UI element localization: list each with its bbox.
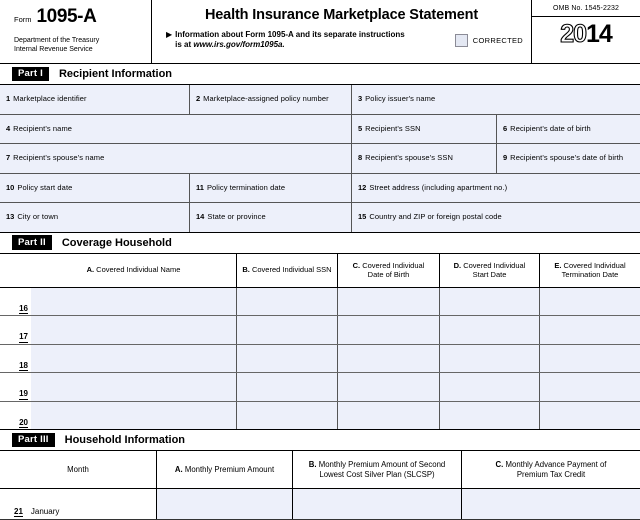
part3-input-cell[interactable]: [157, 489, 293, 519]
right-triangle-icon: ▶: [166, 30, 173, 39]
field-number: 6: [503, 123, 508, 133]
part2-input-cell[interactable]: [440, 402, 540, 430]
field-label: Policy issuer's name: [365, 94, 436, 103]
part2-input-cell[interactable]: [31, 402, 237, 430]
column-letter: C.: [495, 459, 504, 469]
month-name: January: [30, 506, 60, 516]
field-label: Policy start date: [17, 182, 73, 192]
department-line-2: Internal Revenue Service: [14, 45, 93, 53]
part2-input-cell[interactable]: [338, 373, 440, 401]
field-number: 10: [6, 182, 15, 192]
field-label: Policy termination date: [206, 182, 286, 192]
part3-column-header-a: A. Monthly Premium Amount: [157, 451, 293, 488]
part2-input-cell[interactable]: [237, 288, 338, 316]
part2-row-number-cell: [0, 288, 31, 316]
instructions-line-1: Information about Form 1095-A and its separate instructions: [175, 30, 405, 39]
corrected-checkbox[interactable]: [455, 34, 468, 47]
part2-input-cell[interactable]: [440, 316, 540, 344]
part2-input-cell[interactable]: [338, 288, 440, 316]
department-line-1: Department of the Treasury: [14, 37, 100, 44]
part3-tag: Part III: [12, 433, 55, 448]
field-label: Street address (including apartment no.): [369, 182, 508, 192]
field-number: 8: [358, 153, 363, 162]
tax-year-century: 20: [560, 20, 586, 48]
part2-input-cell[interactable]: [540, 288, 640, 316]
field-number: 13: [6, 212, 15, 221]
part3-column-header-b: B. Monthly Premium Amount of Second Lowest Cost Silver Plan (SLCSP): [293, 451, 462, 488]
instructions-line-2-prefix: is at: [175, 40, 194, 49]
form-identity-block: [0, 0, 152, 63]
part1-field-7[interactable]: [0, 144, 352, 173]
part2-column-header-e: E. Covered Individual Termination Date: [554, 260, 626, 279]
part2-input-cell[interactable]: [237, 373, 338, 401]
field-number: 11: [196, 182, 204, 192]
corrected-checkbox-group[interactable]: [455, 34, 523, 47]
row-number: 19: [19, 389, 28, 398]
field-label: Recipient's date of birth: [510, 123, 591, 133]
part2-column-header-d: D. Covered Individual Start Date: [440, 254, 540, 287]
row-number: 20: [19, 417, 28, 427]
part1-field-8[interactable]: [352, 144, 497, 173]
row-number: 16: [19, 303, 28, 313]
part2-tag: Part II: [12, 235, 52, 250]
part2-input-cell[interactable]: [440, 345, 540, 373]
part1-field-4[interactable]: [0, 115, 352, 144]
part2-input-cell[interactable]: [440, 288, 540, 316]
form-title-block: [152, 0, 532, 63]
field-label: City or town: [17, 212, 59, 221]
field-number: 12: [358, 182, 367, 192]
field-label: Recipient's name: [13, 123, 73, 133]
field-number: 2: [196, 94, 201, 103]
part1-row: [0, 115, 640, 145]
part1-field-3[interactable]: [352, 85, 640, 114]
field-label: Recipient's SSN: [365, 123, 421, 133]
part2-input-cell[interactable]: [338, 345, 440, 373]
column-letter: D.: [453, 260, 462, 270]
part2-input-cell[interactable]: [540, 345, 640, 373]
part1-field-9[interactable]: [497, 144, 640, 173]
part3-header-row: [0, 451, 640, 489]
part1-field-15[interactable]: [352, 203, 640, 232]
column-letter: A.: [174, 464, 183, 474]
part3-month-header: Month: [0, 451, 157, 488]
corrected-label: CORRECTED: [472, 35, 523, 45]
part2-input-cell[interactable]: [540, 373, 640, 401]
part2-row: [0, 402, 640, 430]
part2-input-cell[interactable]: [237, 402, 338, 430]
row-number: 17: [19, 332, 28, 341]
part2-header-row: [0, 254, 640, 288]
part1-row: [0, 174, 640, 204]
field-number: 9: [503, 153, 508, 162]
part1-field-2[interactable]: [190, 85, 352, 114]
part1-field-6[interactable]: [497, 115, 640, 144]
part2-row-number-cell: [0, 373, 31, 401]
part1-field-5[interactable]: [352, 115, 497, 144]
part2-input-cell[interactable]: [237, 345, 338, 373]
column-letter: B.: [308, 459, 317, 469]
part2-row-number-cell: [0, 316, 31, 344]
part1-field-12[interactable]: [352, 174, 640, 203]
part2-row: [0, 288, 640, 317]
part2-input-cell[interactable]: [540, 402, 640, 430]
part1-field-13[interactable]: [0, 203, 190, 232]
part2-banner: [0, 233, 640, 253]
tax-year-digits: 14: [586, 20, 612, 48]
part2-input-cell[interactable]: [440, 373, 540, 401]
field-number: 14: [196, 212, 205, 221]
part2-input-cell[interactable]: [31, 316, 237, 344]
part1-field-10[interactable]: [0, 174, 190, 203]
part2-input-cell[interactable]: [338, 402, 440, 430]
part1-row: [0, 85, 640, 115]
part1-field-1[interactable]: [0, 85, 190, 114]
part2-input-cell[interactable]: [31, 345, 237, 373]
part3-banner: [0, 430, 640, 450]
part2-coverage-household-table: [0, 253, 640, 431]
part2-row: [0, 345, 640, 374]
part1-banner: [0, 64, 640, 84]
part1-row: [0, 203, 640, 232]
column-letter: A.: [86, 265, 95, 275]
field-label: Recipient's spouse's name: [13, 153, 105, 162]
column-letter: E.: [554, 260, 562, 270]
part2-input-cell[interactable]: [540, 316, 640, 344]
part1-field-14[interactable]: [190, 203, 352, 232]
omb-year-block: [532, 0, 640, 63]
field-number: 15: [358, 212, 367, 221]
form-number: 1095-A: [36, 6, 97, 27]
field-number: 4: [6, 123, 11, 133]
part2-row-number-cell: [0, 402, 31, 430]
field-label: Recipient's spouse's SSN: [365, 153, 453, 162]
part2-input-cell[interactable]: [237, 316, 338, 344]
part1-row: [0, 144, 640, 174]
row-number: 18: [19, 360, 28, 370]
part1-fields-grid: [0, 84, 640, 233]
part3-month-cell: [0, 489, 157, 519]
part2-corner-spacer: [0, 254, 31, 287]
part3-input-cell[interactable]: [462, 489, 640, 519]
part2-column-header-a: A. Covered Individual Name: [31, 254, 237, 287]
part3-column-header-c: C. Monthly Advance Payment of Premium Tax Credit: [495, 459, 607, 479]
part1-title: Recipient Information: [58, 68, 173, 80]
part3-input-cell[interactable]: [293, 489, 462, 519]
omb-number: OMB No. 1545-2232: [532, 0, 640, 17]
column-letter: C.: [352, 260, 361, 270]
field-label: State or province: [207, 212, 266, 221]
part2-row-number-cell: [0, 345, 31, 373]
field-label: Country and ZIP or foreign postal code: [369, 212, 502, 221]
part2-row: [0, 316, 640, 345]
part1-field-11[interactable]: [190, 174, 352, 203]
part3-row: [0, 489, 640, 520]
part2-input-cell[interactable]: [338, 316, 440, 344]
field-number: 7: [6, 153, 11, 162]
part3-title: Household Information: [64, 434, 186, 446]
form-header: [0, 0, 640, 64]
field-number: 3: [358, 94, 363, 103]
form-number-line: [14, 6, 151, 28]
field-number: 5: [358, 123, 363, 133]
column-letter: B.: [242, 265, 250, 275]
part2-column-header-b: B. Covered Individual SSN: [237, 254, 338, 287]
form-info-row: [152, 30, 531, 50]
field-label: Recipient's spouse's date of birth: [510, 153, 624, 162]
department-block: [14, 37, 151, 54]
part1-tag: Part I: [12, 67, 49, 82]
part2-input-cell[interactable]: [31, 288, 237, 316]
instructions-url: www.irs.gov/form1095a.: [193, 40, 285, 49]
part2-column-header-c: C. Covered Individual Date of Birth: [338, 254, 440, 287]
part2-row: [0, 373, 640, 402]
form-instructions-text: [175, 30, 455, 50]
form-main-title: Health Insurance Marketplace Statement: [204, 7, 479, 23]
field-number: 1: [6, 94, 11, 103]
part2-input-cell[interactable]: [31, 373, 237, 401]
tax-year: [532, 17, 640, 48]
form-word-label: Form: [14, 15, 32, 24]
part2-title: Coverage Household: [61, 236, 172, 249]
field-label: Marketplace identifier: [13, 94, 87, 103]
field-label: Marketplace-assigned policy number: [203, 94, 329, 103]
row-number: 21: [14, 506, 23, 516]
